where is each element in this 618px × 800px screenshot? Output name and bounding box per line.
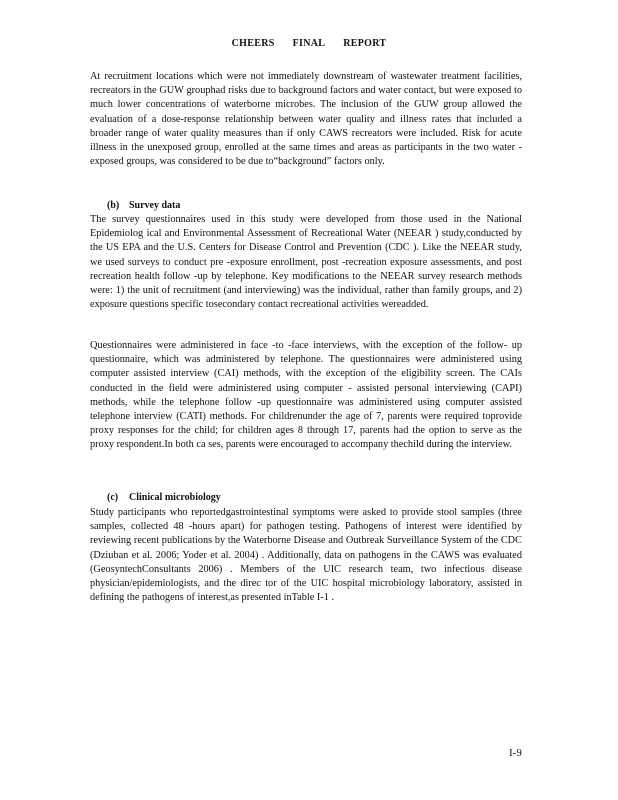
- heading-title: Survey data: [129, 200, 181, 211]
- heading-number: (c): [107, 492, 119, 503]
- header-word: CHEERS: [231, 38, 275, 49]
- paragraph-survey-1: The survey questionnaires used in this study were developed from those used in the National Epidemiolog ical and Environmental Assessment of Recreational Water (NEEAR ) study,conducted by the US EPA and the U.S. Centers for Disease Control and Prevention (CDC ). Like the NEEAR study, we used surveys to conduct pre -exposure enrollment, post -recreation exposure assessments, and post recreation health follow -up by telephone. Key modifications to the NEEAR survey research methods were: 1) the unit of recruitment (and interviewing) was the individual, rather than family groups, and 2) exposure questions specific tosecondary contact recreational activities wereadded.: [90, 214, 522, 311]
- page-number: I-9: [509, 747, 522, 759]
- section-heading-clinical: [90, 491, 522, 505]
- paragraph-intro: At recruitment locations which were not immediately downstream of wastewater treatment facilities, recreators in the GUW grouphad risks due to background factors and water contact, but were exposed to much lower concentrations of waterborne microbes. The inclusion of the GUW group allowed the evaluation of a dose-response relationship between water quality and illness rates that included a broader range of water quality measures than if only CAWS recreators were included. Risk for acute illness in the unexposed group, enrolled at the same times and areas as participants in the two water - exposed groups, was considered to be due to“background” factors only.: [90, 71, 522, 168]
- section-heading-survey: [90, 199, 522, 213]
- clinical-heading-block: [90, 491, 522, 505]
- intro-section: [90, 70, 522, 169]
- survey-heading-block: [90, 199, 522, 213]
- running-header: [0, 38, 618, 49]
- header-word: FINAL: [292, 38, 326, 49]
- paragraph-clinical: Study participants who reportedgastrointestinal symptoms were asked to provide stool samples (three samples, collected 48 -hours apart) for pathogen testing. Pathogens of interest were identified by reviewing recent publications by the Waterborne Disease and Outbreak Surveillance System of the CDC (Dziuban et al. 2006; Yoder et al. 2004) . Additionally, data on pathogens in the CAWS was evaluated (GeosyntechConsultants 2006) . Members of the UIC research team, two infectious disease physician/epidemiologists, and the direc tor of the UIC hospital microbiology laboratory, assisted in defining the pathogens of interest,as presented inTable I-1 .: [90, 507, 522, 604]
- heading-title: Clinical microbiology: [129, 492, 221, 503]
- survey-section-2: [90, 339, 522, 453]
- survey-section-1: [90, 213, 522, 312]
- header-word: REPORT: [343, 38, 387, 49]
- clinical-section: [90, 506, 522, 605]
- paragraph-survey-2: Questionnaires were administered in face -to -face interviews, with the exception of the follow- up questionnaire, which was administered by telephone. The questionnaires were administered using computer assisted interview (CAI) methods, with the exception of the eligibility screen. The CAIs conducted in the field were administered using computer - assisted personal interviewing (CAPI) methods, while the telephone follow -up questionnaire was administered using computer assisted telephone interview (CATI) methods. For childrenunder the age of 7, parents were required toprovide proxy responses for the child; for children ages 8 through 17, parents had the option to serve as the proxy respondent.In both ca ses, parents were encouraged to accompany thechild during the interview.: [90, 340, 522, 451]
- heading-number: (b): [107, 200, 120, 211]
